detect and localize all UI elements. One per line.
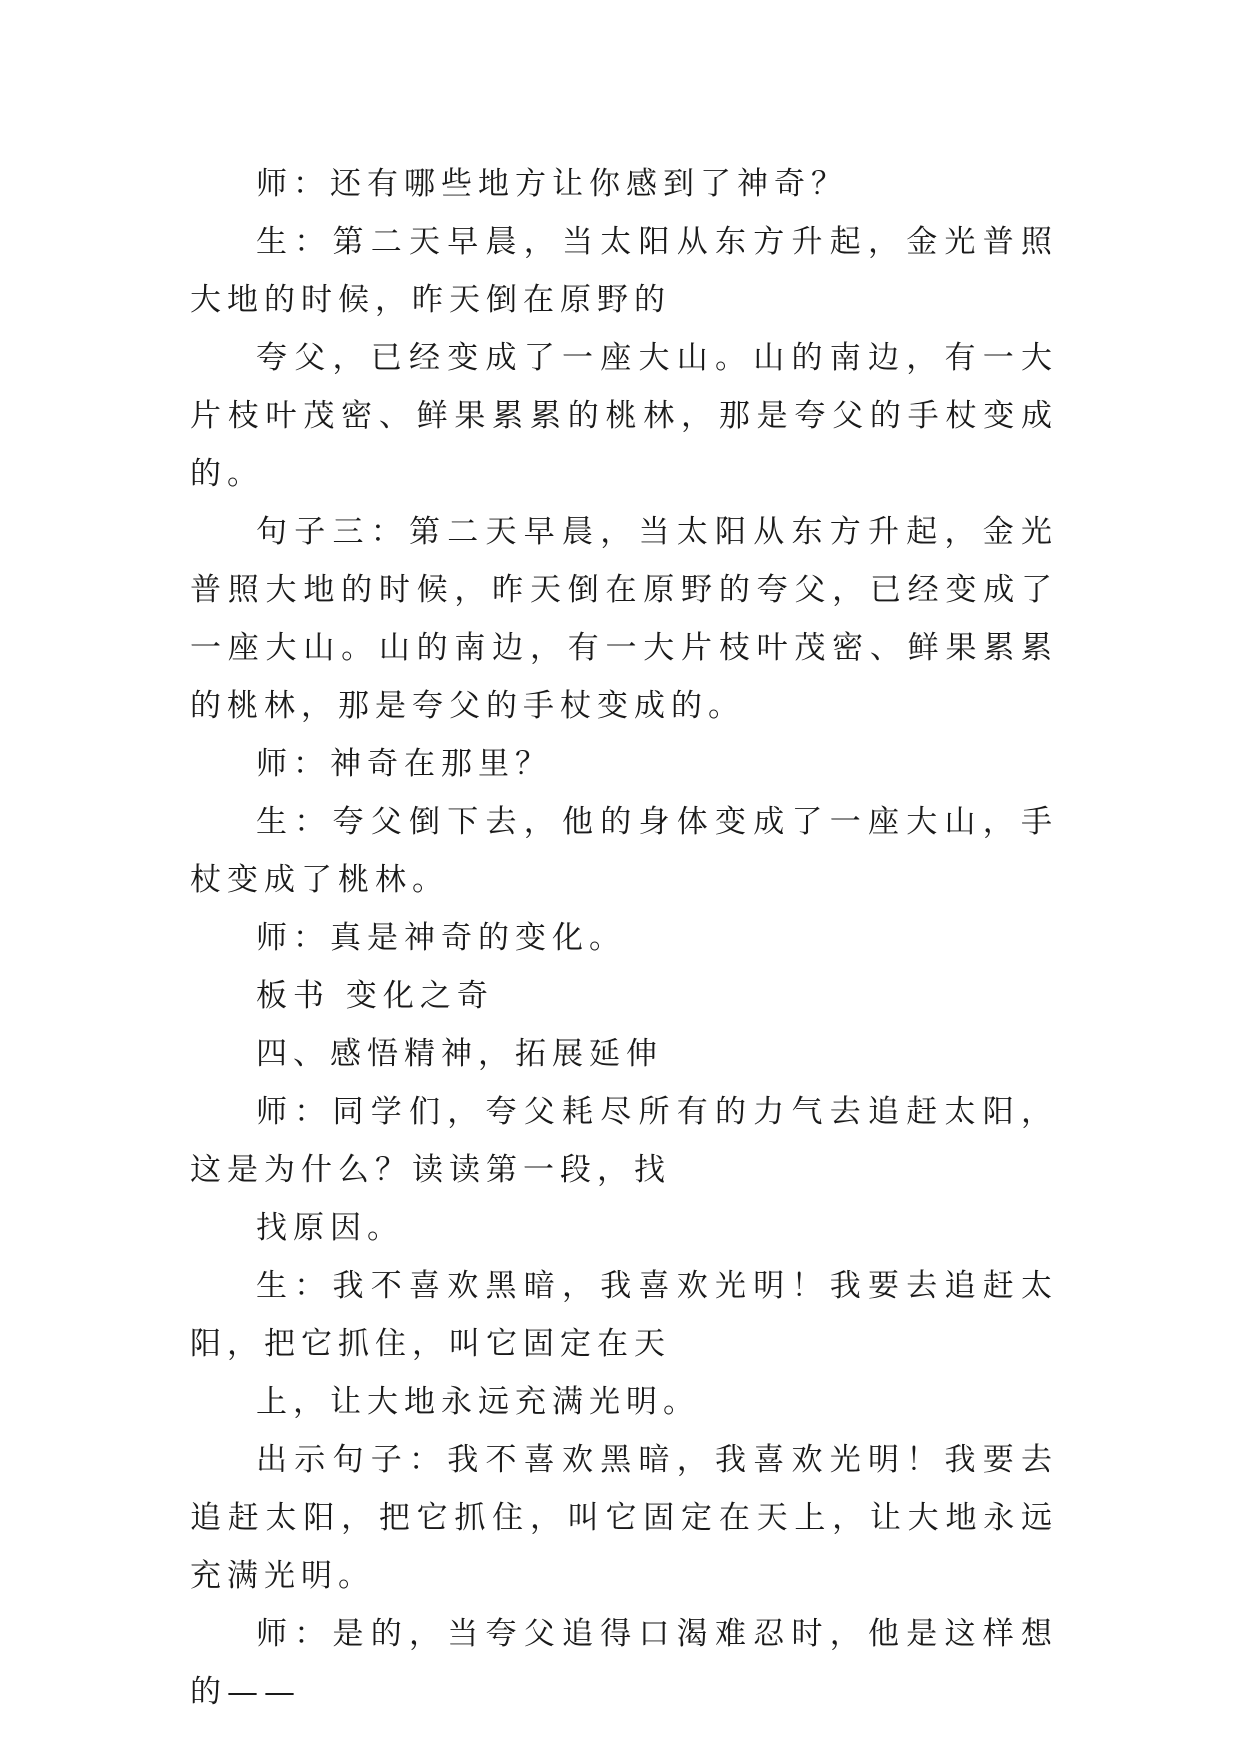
paragraph-student-answer-3-cont: 上，让大地永远充满光明。 <box>256 1384 700 1420</box>
paragraph-sentence-three: 句子三：第二天早晨，当太阳从东方升起，金光普照大地的时候，昨天倒在原野的夸父，已经变成了一座大山。山的南边，有一大片枝叶茂密、鲜果累累的桃林，那是夸父的手杖变成的。 <box>190 514 1058 724</box>
document-body <box>190 155 1058 1721</box>
paragraph-teacher-question-3-cont: 找原因。 <box>256 1210 404 1246</box>
paragraph-student-answer-3: 生：我不喜欢黑暗，我喜欢光明！我要去追赶太阳，把它抓住，叫它固定在天 <box>190 1268 1058 1362</box>
paragraph-student-answer-2: 生：夸父倒下去，他的身体变成了一座大山，手杖变成了桃林。 <box>190 804 1058 898</box>
section-heading-four: 四、感悟精神，拓展延伸 <box>256 1036 663 1072</box>
paragraph-teacher-comment: 师：真是神奇的变化。 <box>256 920 626 956</box>
paragraph-teacher-question-2: 师：神奇在那里？ <box>256 746 552 782</box>
paragraph-show-sentence: 出示句子：我不喜欢黑暗，我喜欢光明！我要去追赶太阳，把它抓住，叫它固定在天上，让大地永远充满光明。 <box>190 1442 1058 1594</box>
paragraph-teacher-question: 师：还有哪些地方让你感到了神奇？ <box>256 166 848 202</box>
paragraph-teacher-question-3: 师：同学们，夸父耗尽所有的力气去追赶太阳，这是为什么？读读第一段，找 <box>190 1094 1058 1188</box>
paragraph-teacher-transition: 师：是的，当夸父追得口渴难忍时，他是这样想的—— <box>190 1616 1058 1710</box>
paragraph-student-answer-1-cont: 夸父，已经变成了一座大山。山的南边，有一大片枝叶茂密、鲜果累累的桃林，那是夸父的手杖变成的。 <box>190 340 1058 492</box>
paragraph-blackboard: 板书 变化之奇 <box>256 978 494 1014</box>
paragraph-student-answer-1: 生：第二天早晨，当太阳从东方升起，金光普照大地的时候，昨天倒在原野的 <box>190 224 1058 318</box>
